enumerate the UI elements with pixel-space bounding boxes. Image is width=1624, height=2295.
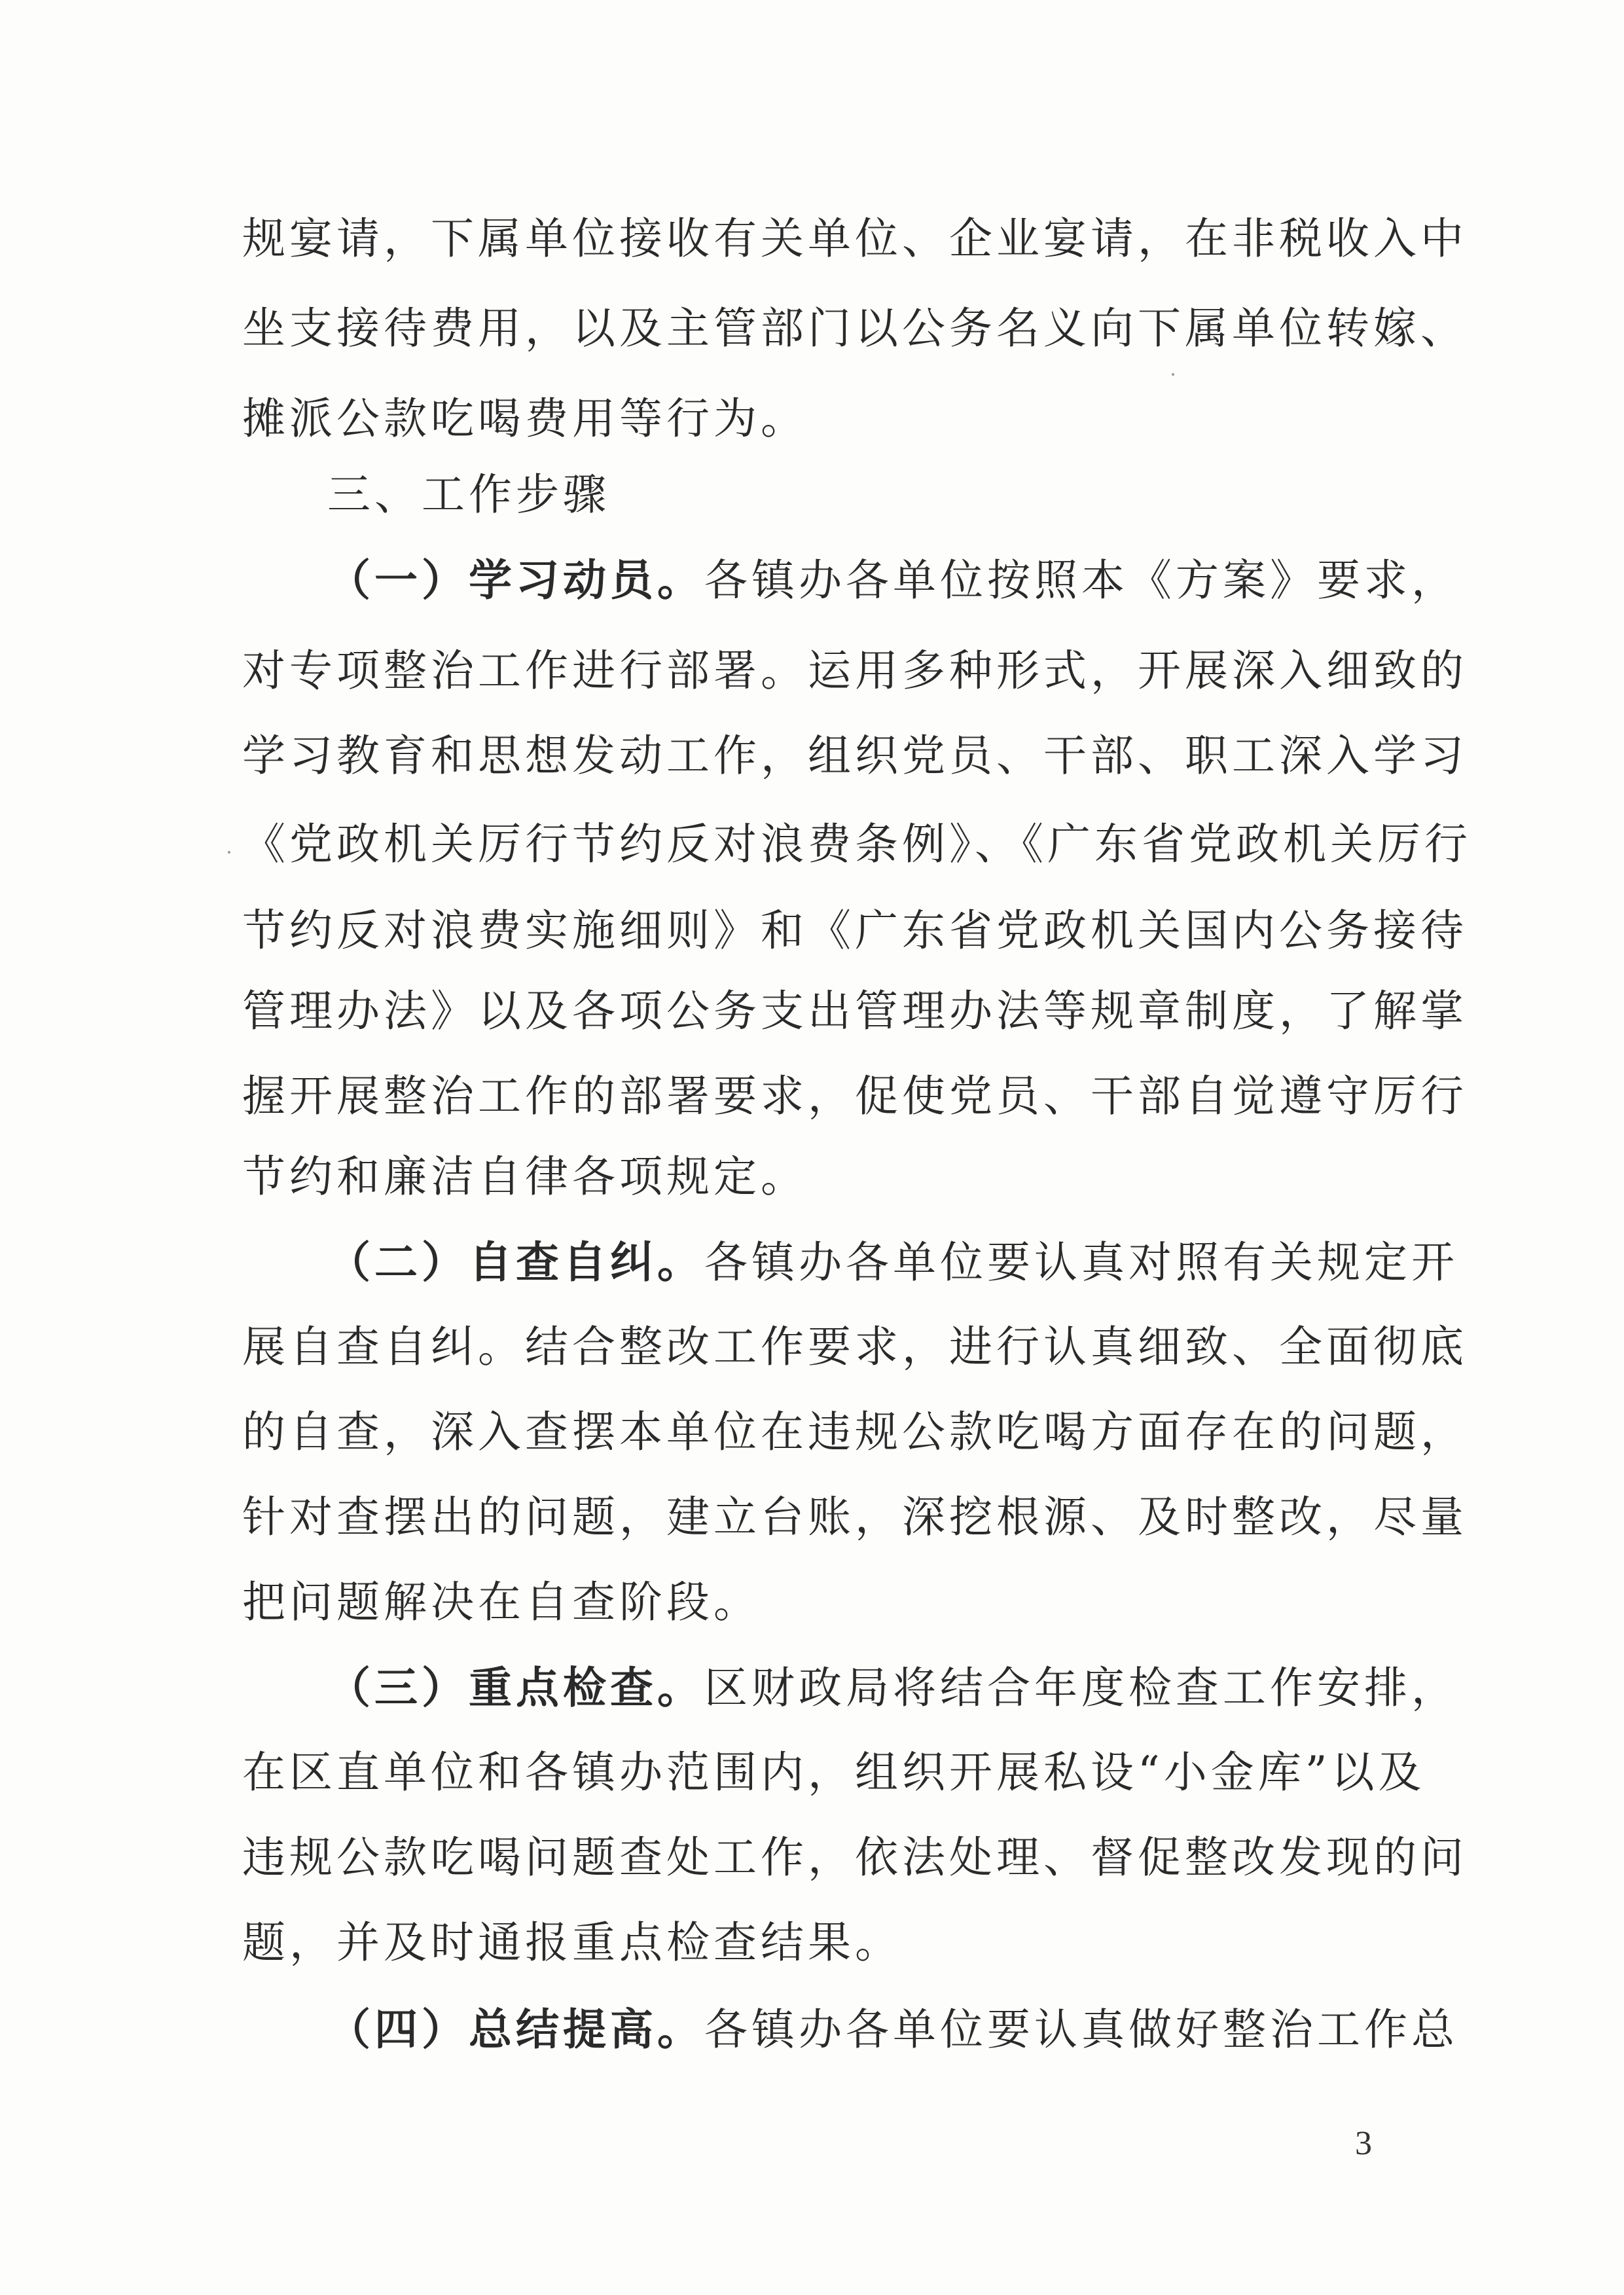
- paragraph-first-line: [327, 1661, 1458, 1714]
- text-line: 的自查，深入查摆本单位在违规公款吃喝方面存在的问题，: [242, 1407, 1468, 1457]
- section-heading: 三、工作步骤: [327, 469, 610, 520]
- page-number: 3: [1355, 2125, 1372, 2162]
- text-line: 违规公款吃喝问题查处工作，依法处理、督促整改发现的问: [242, 1832, 1468, 1883]
- text-line: 规宴请，下属单位接收有关单位、企业宴请，在非税收入中: [242, 213, 1468, 264]
- text-line: 节约反对浪费实施细则》和《广东省党政机关国内公务接待: [242, 905, 1468, 956]
- text-line: 学习教育和思想发动工作，组织党员、干部、职工深入学习: [242, 731, 1468, 781]
- text-line: 把问题解决在自查阶段。: [242, 1577, 761, 1627]
- text-line: 在区直单位和各镇办范围内，组织开展私设“小金库”以及: [242, 1747, 1426, 1798]
- text-span: 区财政局将结合年度检查工作安排，: [704, 1663, 1458, 1713]
- paragraph-lead: （三）重点检查。: [327, 1662, 704, 1713]
- text-span: 各镇办各单位要认真对照有关规定开: [704, 1237, 1458, 1288]
- paragraph-first-line: [327, 554, 1458, 606]
- scan-speck: [228, 851, 230, 854]
- text-line: 题，并及时通报重点检查结果。: [242, 1917, 902, 1968]
- paragraph-lead: （二）自查自纠。: [327, 1237, 704, 1288]
- paragraph-lead: （一）学习动员。: [327, 554, 704, 605]
- text-span: 各镇办各单位按照本《方案》要求，: [704, 555, 1458, 605]
- text-line: 针对查摆出的问题，建立台账，深挖根源、及时整改，尽量: [242, 1492, 1468, 1542]
- text-line: 坐支接待费用，以及主管部门以公务名义向下属单位转嫁、: [242, 303, 1468, 353]
- text-line: 握开展整治工作的部署要求，促使党员、干部自觉遵守厉行: [242, 1071, 1468, 1121]
- scan-speck: [1172, 373, 1174, 376]
- text-line: 展自查自纠。结合整改工作要求，进行认真细致、全面彻底: [242, 1322, 1468, 1372]
- text-line: 管理办法》以及各项公务支出管理办法等规章制度，了解掌: [242, 986, 1468, 1036]
- paragraph-first-line: [327, 2003, 1458, 2055]
- paragraph-lead: （四）总结提高。: [327, 2004, 704, 2055]
- text-line: 摊派公款吃喝费用等行为。: [242, 393, 808, 444]
- text-line: 《党政机关厉行节约反对浪费条例》、《广东省党政机关厉行: [242, 819, 1471, 869]
- text-line: 节约和廉洁自律各项规定。: [242, 1151, 808, 1202]
- paragraph-first-line: [327, 1236, 1458, 1288]
- text-span: 各镇办各单位要认真做好整治工作总: [704, 2004, 1458, 2055]
- text-line: 对专项整治工作进行部署。运用多种形式，开展深入细致的: [242, 645, 1468, 696]
